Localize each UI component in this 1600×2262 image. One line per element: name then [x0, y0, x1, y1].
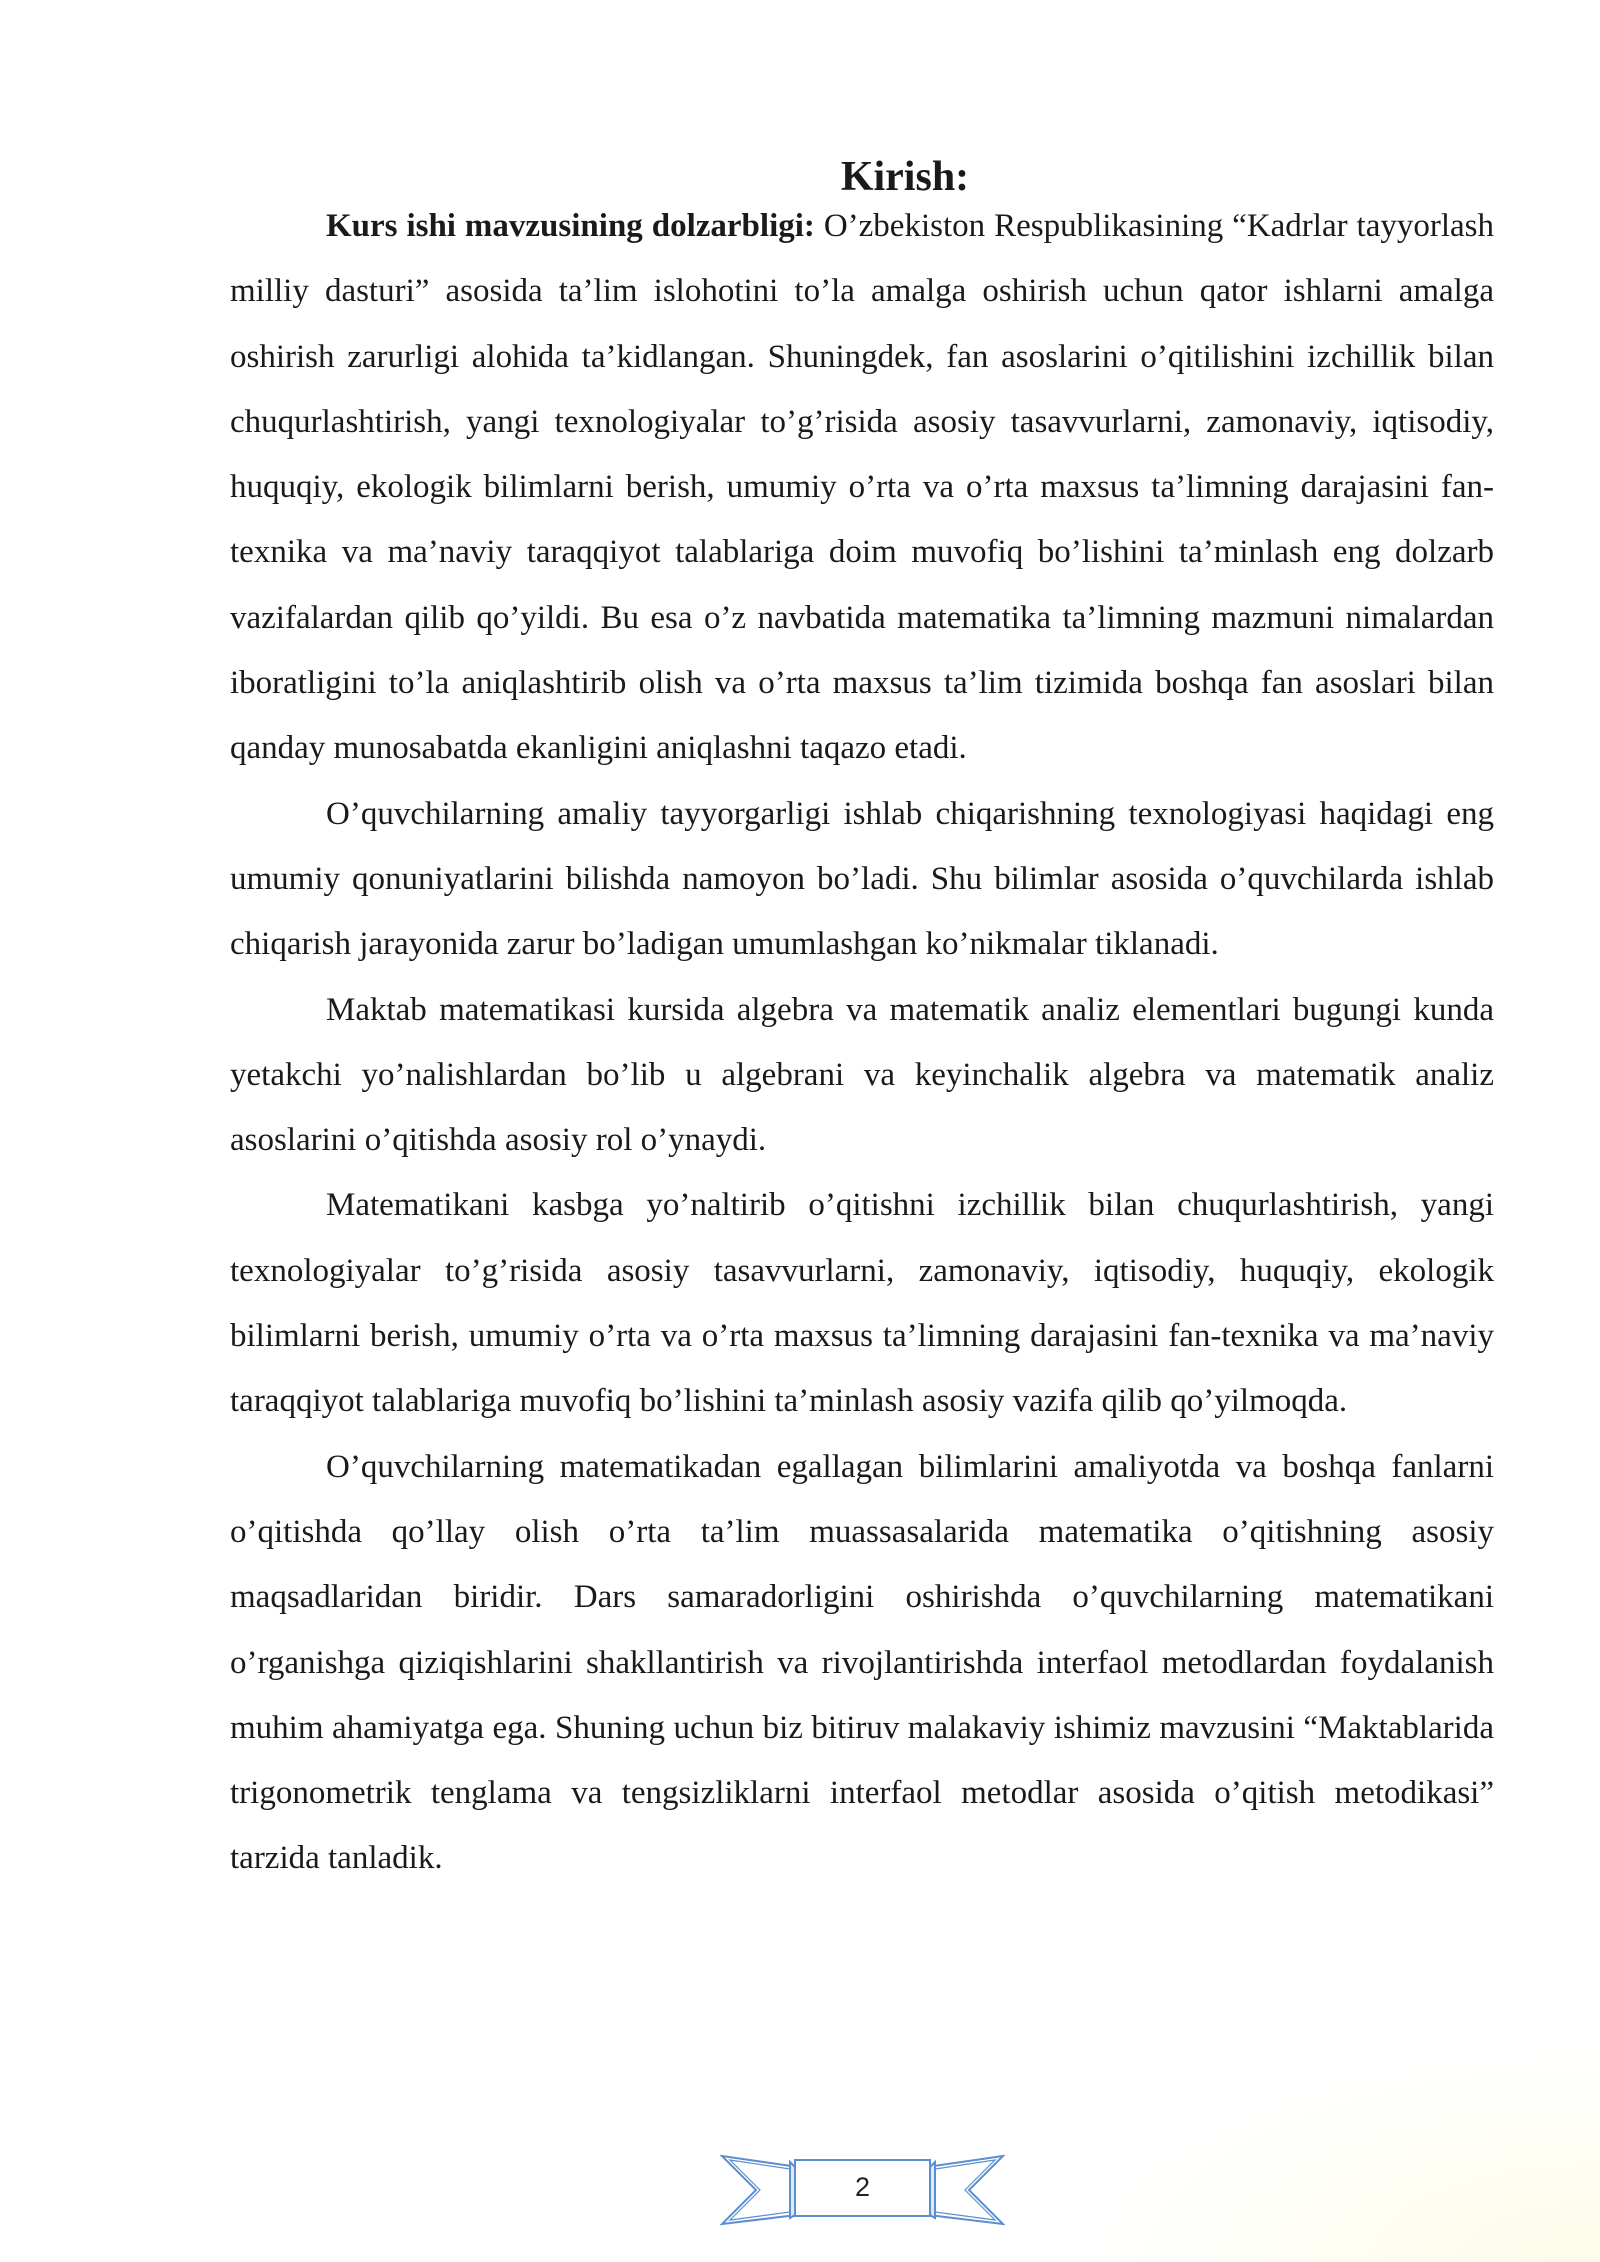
- paragraph-practical-training: O’quvchilarning amaliy tayyorgarligi ishlab chiqarishning texnologiyasi haqidagi eng umumiy qonuniyatlarini bilishda namoyon bo’ladi. Shu bilimlar asosida o’quvchilarda ishlab chiqarish jarayonida zarur bo’ladigan umumlashgan ko’nikmalar tiklanadi.: [230, 795, 1494, 963]
- paragraph-topic-choice: O’quvchilarning matematikadan egallagan bilimlarini amaliyotda va boshqa fanlarni o’qitishda qo’llay olish o’rta ta’lim muassasalarida matematika o’qitishning asosiy maqsadlaridan biridir. Dars samaradorligini oshirishda o’quvchilarning matematikani o’rganishga qiziqishlarini shakllantirish va rivojlantirishda interfaol metodlardan foydalanish muhim ahamiyatga ega. Shuning uchun biz bitiruv malakaviy ishimiz mavzusini “Maktablarida trigonometrik tenglama va tengsizliklarni interfaol metodlar asosida o’qitish metodikasi” tarzida tanladik.: [230, 1448, 1494, 1877]
- paragraph-relevance: [230, 194, 1494, 782]
- page-number-ornament: [720, 2142, 1005, 2232]
- paragraph-text: O’zbekiston Respublikasining “Kadrlar tayyorlash milliy dasturi” asosida ta’lim islohotini to’la amalga oshirish uchun qator ishlarni amalga oshirish zarurligi alohida ta’kidlangan. Shuningdek, fan asoslarini o’qitilishini izchillik bilan chuqurlashtirish, yangi texnologiyalar to’g’risida asosiy tasavvurlarni, zamonaviy, iqtisodiy, huquqiy, ekologik bilimlarni berish, umumiy o’rta va o’rta maxsus ta’limning darajasini fan-texnika va ma’naviy taraqqiyot talablariga doim muvofiq bo’lishini ta’minlash eng dolzarb vazifalardan qilib qo’yildi. Bu esa o’z navbatida matematika ta’limning mazmuni nimalardan iboratligini to’la aniqlashtirib olish va o’rta maxsus ta’lim tizimida boshqa fan asoslari bilan qanday munosabatda ekanligini aniqlashni taqazo etadi.: [230, 208, 1494, 767]
- paragraph-school-math: Maktab matematikasi kursida algebra va matematik analiz elementlari bugungi kunda yetakchi yo’nalishlardan bo’lib u algebrani va keyinchalik algebra va matematik analiz asoslarini o’qitishda asosiy rol o’ynaydi.: [230, 991, 1494, 1159]
- paragraph-lead: Kurs ishi mavzusining dolzarbligi:: [326, 208, 815, 244]
- body-text: [230, 194, 1494, 1892]
- paragraph-career-oriented: Matematikani kasbga yo’naltirib o’qitishni izchillik bilan chuqurlashtirish, yangi texnologiyalar to’g’risida asosiy tasavvurlarni, zamonaviy, iqtisodiy, huquqiy, ekologik bilimlarni berish, umumiy o’rta va o’rta maxsus ta’limning darajasini fan-texnika va ma’naviy taraqqiyot talablariga muvofiq bo’lishini ta’minlash asosiy vazifa qilib qo’yilmoqda.: [230, 1187, 1494, 1420]
- scan-tint: [1080, 2042, 1600, 2262]
- page-heading: Kirish:: [840, 154, 970, 200]
- page-number: 2: [854, 2172, 871, 2202]
